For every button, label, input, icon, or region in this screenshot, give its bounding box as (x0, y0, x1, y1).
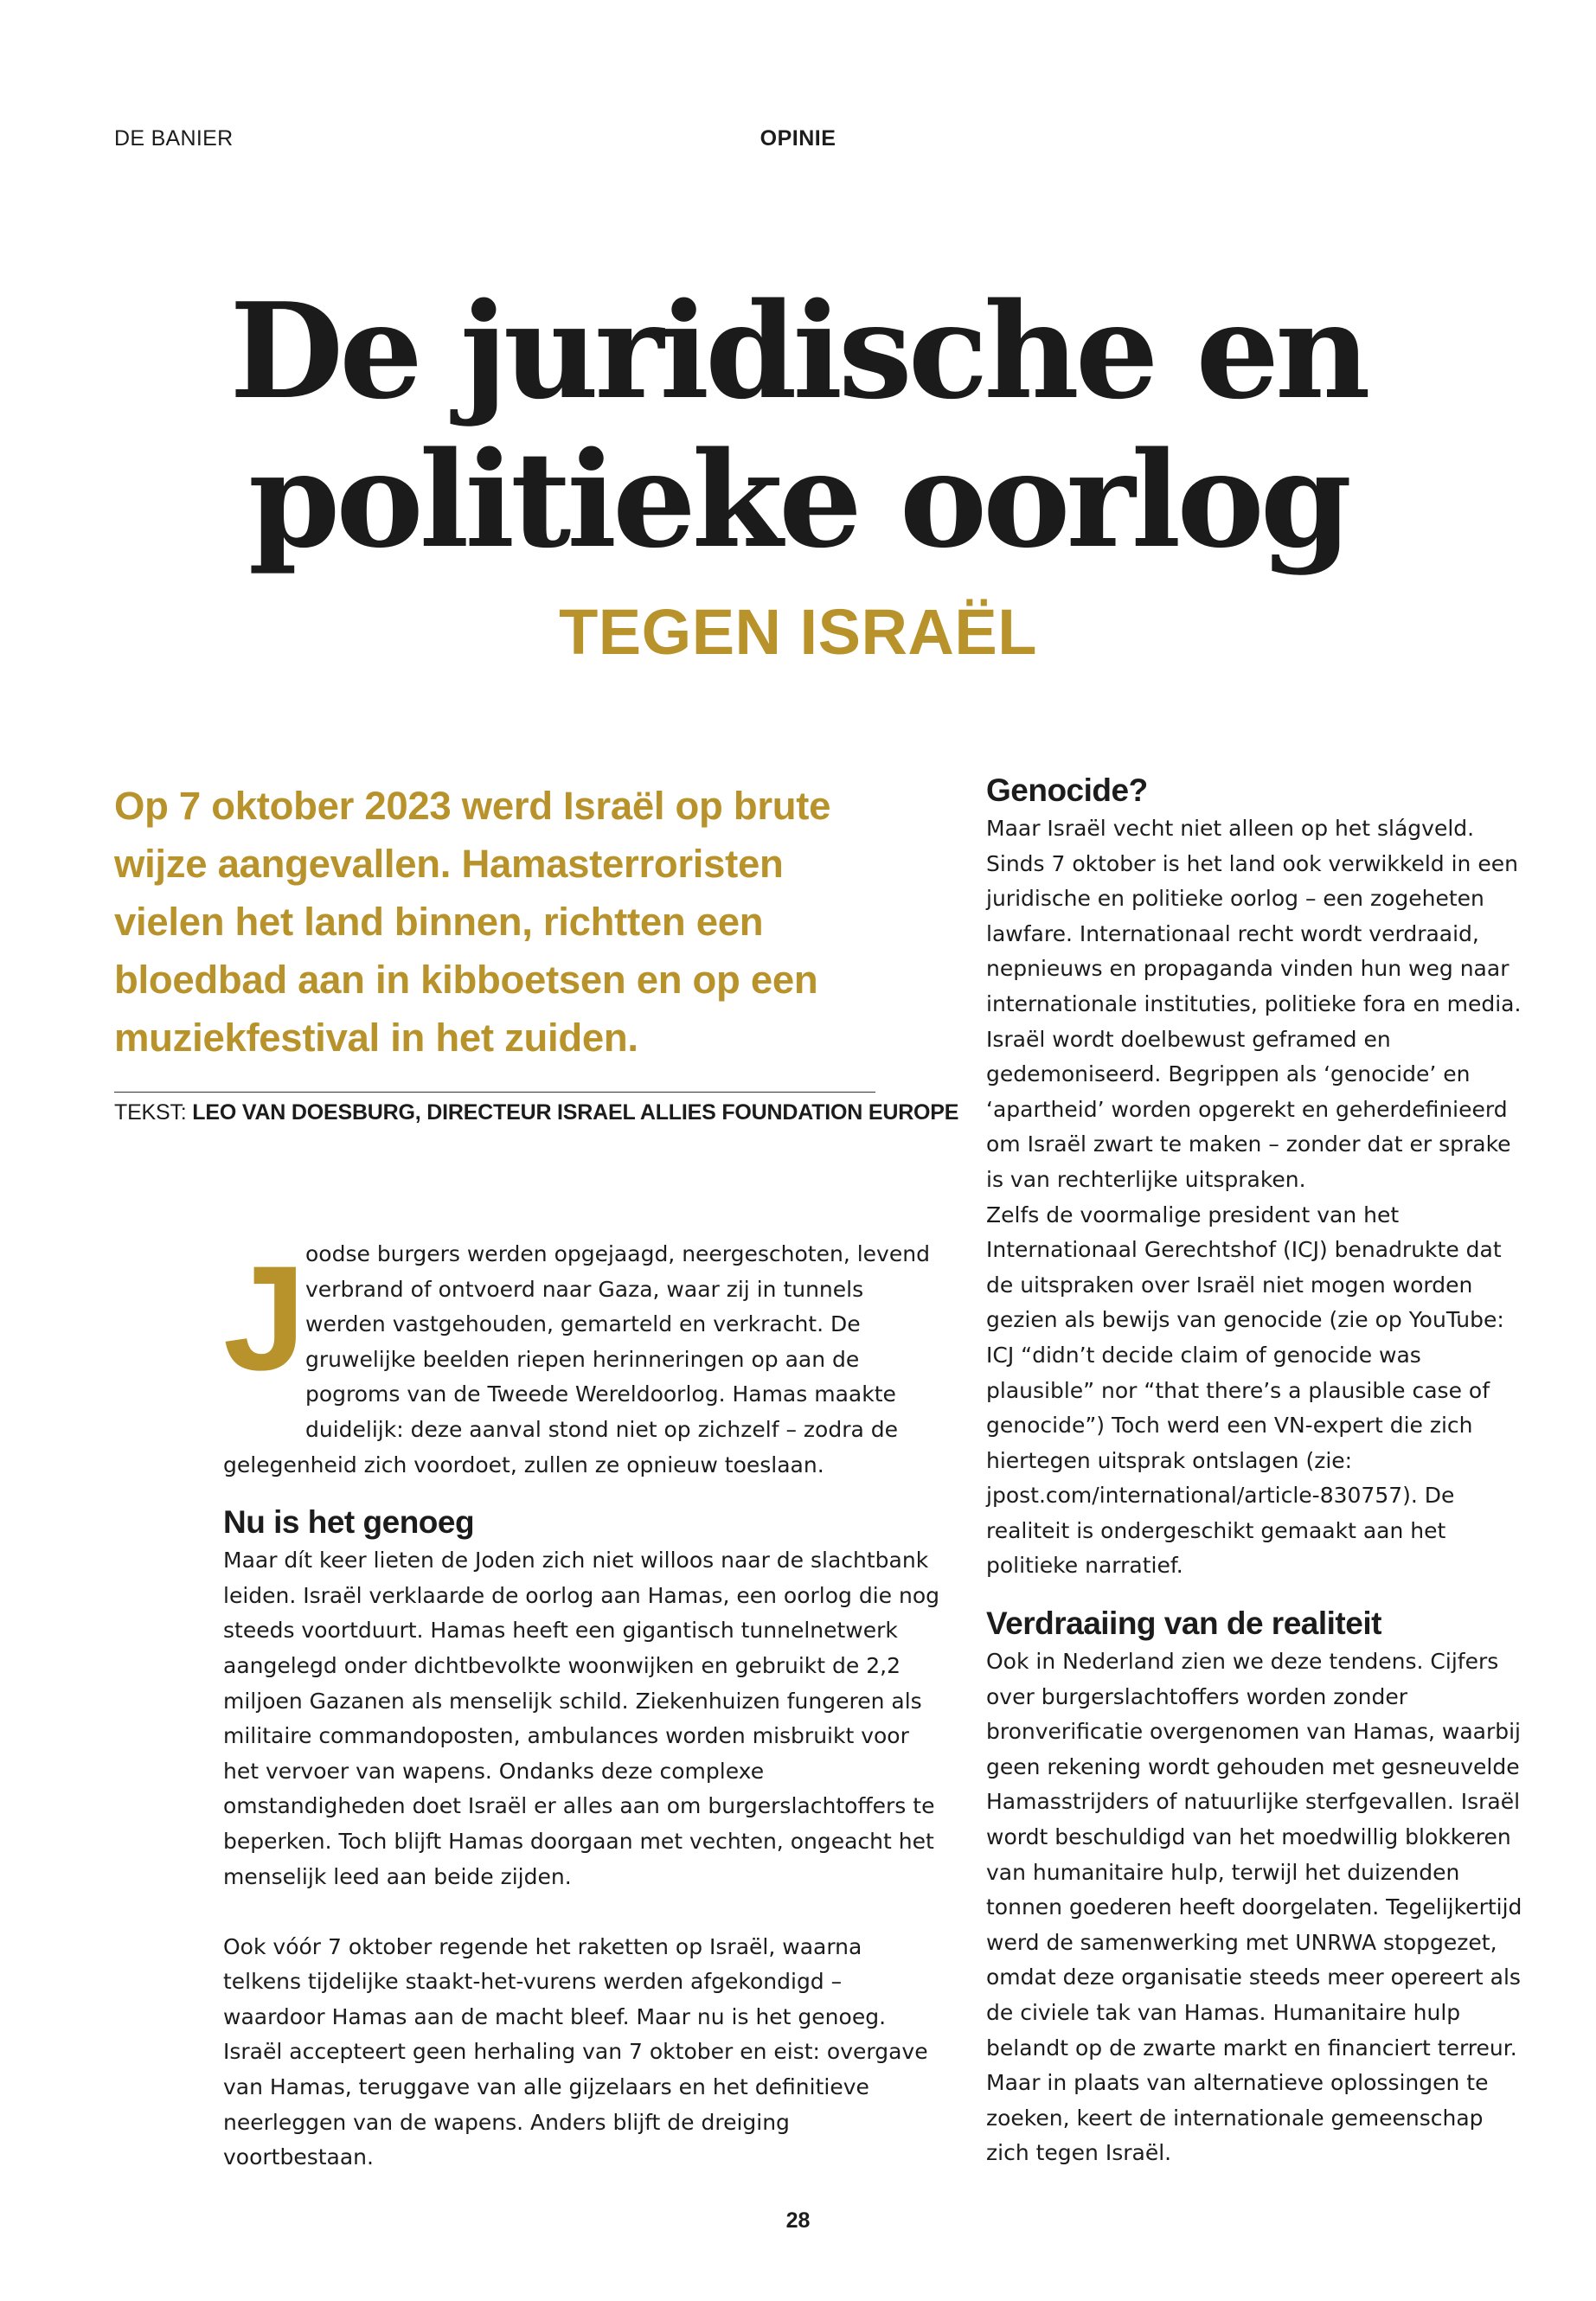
body-paragraph: Maar dít keer lieten de Joden zich niet willoos naar de slachtbank leiden. Israël verklaarde de oorlog aan Hamas, een oorlog die nog steeds voortduurt. Hamas heeft een gigantisch tunnelnetwerk aangelegd onder dichtbevolkte woonwijken en gebruikt de 2,2 miljoen Gazanen als menselijk schild. Ziekenhuizen fungeren als militaire commandoposten, ambulances worden misbruikt voor het vervoer van wapens. Ondanks deze complexe omstandigheden doet Israël er alles aan om burgerslachtoffers te beperken. Toch blijft Hamas doorgaan met vechten, ongeacht het menselijk leed aan beide zijden. (223, 1548, 939, 1889)
section-heading-genocide: Genocide? (986, 772, 1148, 808)
title-line-1: De juridische en (229, 273, 1367, 428)
article-lead: Op 7 oktober 2023 werd Israël op brute wijze aangevallen. Hamasterroristen vielen het land binnen, richtten een bloedbad aan in kibboetsen en op een muziekfestival in het zuiden. (114, 784, 831, 1060)
drop-cap: J (223, 1235, 306, 1401)
publication-name: DE BANIER (114, 126, 234, 151)
body-paragraph: Ook in Nederland zien we deze tendens. Cijfers over burgerslachtoffers worden zonder bronverificatie overgenomen van Hamas, waarbij geen rekening wordt gehouden met gesneuvelde Hamasstrijders of natuurlijke sterfgevallen. Israël wordt beschuldigd van het moedwillig blokkeren van humanitaire hulp, terwijl het duizenden tonnen goederen heeft doorgelaten. Tegelijkertijd werd de samenwerking met UNRWA stopgezet, omdat deze organisatie steeds meer opereert als de civiele tak van Hamas. Humanitaire hulp belandt op de zwarte markt en financiert terreur. Maar in plaats van alternatieve oplossingen te zoeken, keert de internationale gemeenschap zich tegen Israël. (986, 1649, 1522, 2166)
intro-text: oodse burgers werden opgejaagd, neergeschoten, levend verbrand of ontvoerd naar Gaza, waar zij in tunnels werden vastgehouden, gemarteld en verkracht. De gruwelijke beelden riepen herinneringen op aan de pogroms van de Tweede Wereldoorlog. Hamas maakte duidelijk: deze aanval stond niet op zichzelf – zodra de gelegenheid zich voordoet, zullen ze opnieuw toeslaan. (223, 1241, 930, 1477)
page-number: 28 (785, 2208, 811, 2233)
credit-label: TEKST: (114, 1100, 187, 1125)
body-paragraph: Ook vóór 7 oktober regende het raketten op Israël, waarna telkens tijdelijke staakt-het-vurens werden afgekondigd – waardoor Hamas aan de macht bleef. Maar nu is het genoeg. Israël accepteert geen herhaling van 7 oktober en eist: overgave van Hamas, teruggave van alle gijzelaars en het definitieve neerleggen van de wapens. Anders blijft de dreiging voortbestaan. (223, 1933, 928, 2170)
article-subtitle: TEGEN ISRAËL (559, 596, 1037, 668)
credit-author: LEO VAN DOESBURG, DIRECTEUR ISRAEL ALLIES FOUNDATION EUROPE (192, 1100, 959, 1125)
section-heading-verdraaiing: Verdraaiing van de realiteit (986, 1606, 1381, 1642)
section-label: OPINIE (760, 126, 836, 151)
author-credit (114, 1100, 958, 1125)
body-paragraph: Maar Israël vecht niet alleen op het slágveld. Sinds 7 oktober is het land ook verwikkeld in een juridische en politieke oorlog – een zogeheten lawfare. Internationaal recht wordt verdraaid, nepnieuws en propaganda vinden hun weg naar internationale instituties, politieke fora en media. Israël wordt doelbewust geframed en gedemoniseerd. Begrippen als ‘genocide’ en ‘apartheid’ worden opgerekt en geherdefinieerd om Israël zwart te maken – zonder dat er sprake is van rechterlijke uitspraken. (986, 816, 1522, 1192)
section-heading-nu-is-het-genoeg: Nu is het genoeg (223, 1504, 475, 1541)
right-column (986, 770, 1522, 2171)
article-title (0, 273, 1596, 577)
divider (114, 1092, 875, 1093)
title-line-2: politieke oorlog (247, 422, 1348, 577)
intro-paragraph (223, 1237, 941, 1483)
left-column (223, 1237, 941, 2176)
body-paragraph: Zelfs de voormalige president van het Internationaal Gerechtshof (ICJ) benadrukte dat de uitspraken over Israël niet mogen worden gezien als bewijs van genocide (zie op YouTube: ICJ “didn’t decide claim of genocide was plausible” nor “that there’s a plausible case of genocide”) Toch werd een VN-expert die zich hiertegen uitsprak ontslagen (zie: jpost.com/international/article-830757). De realiteit is ondergeschikt gemaakt aan het politieke narratief. (986, 1202, 1504, 1579)
